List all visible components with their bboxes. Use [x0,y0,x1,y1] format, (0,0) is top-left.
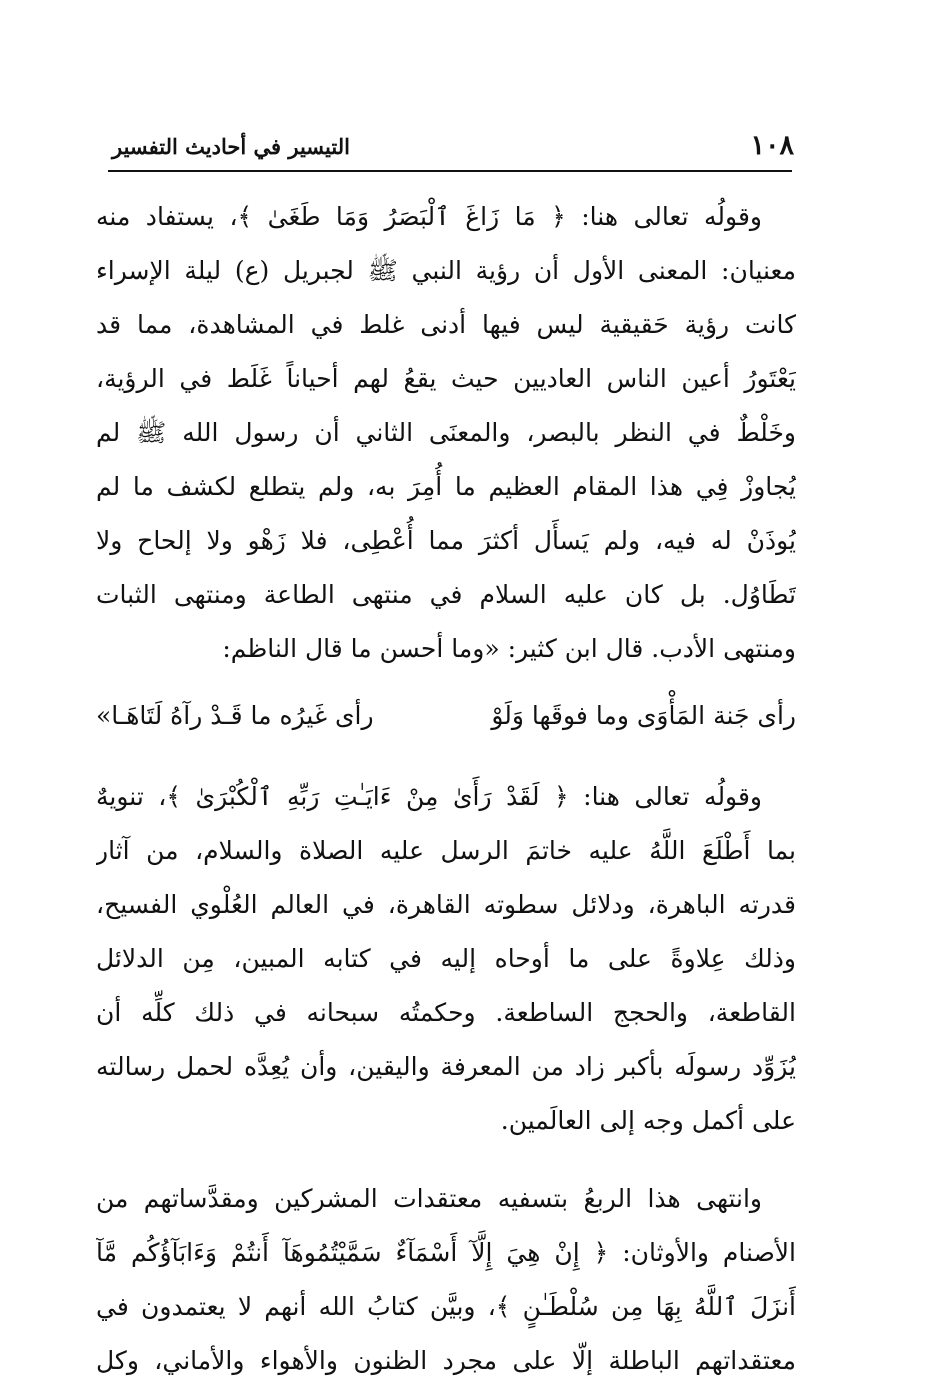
text-line: وانتهى هذا الربعُ بتسفيه معتقدات المشركين ومقدَّساتهم من [96,1184,762,1213]
text-line: كانت رؤية حَقيقية ليس فيها أدنى غلط في المشاهدة، مما قد [96,310,796,339]
poem-first-hemistich: رأى جَنة المَأْوَى وما فوقَها وَلَوْ [491,701,796,730]
page-body [96,190,796,1388]
text-line: وقولُه تعالى هنا: ﴿ مَا زَاغَ ٱلْبَصَرُ وَمَا طَغَىٰ ﴾، يستفاد منه [96,202,762,231]
paragraph-2 [96,770,796,1148]
paragraph-3 [96,1172,796,1388]
poem-verse [96,686,796,746]
paragraph-1 [96,190,796,676]
header-rule [108,170,792,172]
text-line: أَنزَلَ ٱللَّهُ بِهَا مِن سُلْطَـٰنٍ ﴾، وبيَّن كتابُ الله أنهم لا يعتمدون في [96,1292,796,1321]
text-line: تَطَاوُل. بل كان عليه السلام في منتهى الطاعة ومنتهى الثبات [96,580,796,609]
text-line: يُجاوزْ فِي هذا المقام العظيم ما أُمِرَ به، ولم يتطلع لكشف ما لم [96,472,796,501]
text-line: يُزَوِّد رسولَه بأكبر زاد من المعرفة واليقين، وأن يُعِدَّه لحمل رسالته [96,1052,796,1081]
text-line: معتقداتهم الباطلة إلّا على مجرد الظنون والأهواء والأماني، وكل [96,1346,796,1375]
text-line: قدرته الباهرة، ودلائل سطوته القاهرة، في العالم العُلْوي الفسيح، [96,890,796,919]
running-header [108,128,798,168]
text-line: وخَلْطٌ في النظر بالبصر، والمعنَى الثاني أن رسول الله ﷺ لم [96,418,796,447]
text-line: وذلك عِلاوةً على ما أوحاه إليه في كتابه المبين، مِن الدلائل [96,944,796,973]
poem-second-hemistich: رأى غَيرُه ما قَـدْ رآهُ لَتَاهَـا» [96,701,374,730]
text-line: ومنتهى الأدب. قال ابن كثير: «وما أحسن ما قال الناظم: [222,634,796,663]
text-line: القاطعة، والحجج الساطعة. وحكمتُه سبحانه في ذلك كلِّه أن [96,998,796,1027]
text-line: معنيان: المعنى الأول أن رؤية النبي ﷺ لجبريل (ع) ليلة الإسراء [96,256,796,285]
text-line: بما أَطْلَعَ اللَّهُ عليه خاتمَ الرسل عليه الصلاة والسلام، من آثار [96,836,796,865]
page-number: ١٠٨ [750,130,794,161]
text-line: وقولُه تعالى هنا: ﴿ لَقَدْ رَأَىٰ مِنْ ءَايَـٰتِ رَبِّهِ ٱلْكُبْرَىٰ ﴾، تنويهٌ [96,782,762,811]
text-line: يَعْتَورُ أعين الناس العاديين حيث يقعُ لهم أحياناً غَلَط في الرؤية، [96,364,796,393]
text-line: الأصنام والأوثان: ﴿ إِنْ هِيَ إِلَّآ أَسْمَآءٌ سَمَّيْتُمُوهَآ أَنتُمْ وَءَابَآؤُكُم مَّآ [96,1238,796,1267]
text-line: على أكمل وجه إلى العالَمين. [500,1106,796,1135]
text-line: يُوذَنْ له فيه، ولم يَسأَل أكثرَ مما أُعْطِى، فلا زَهْو ولا إلحاح ولا [96,526,796,555]
running-title: التيسير في أحاديث التفسير [112,134,350,159]
